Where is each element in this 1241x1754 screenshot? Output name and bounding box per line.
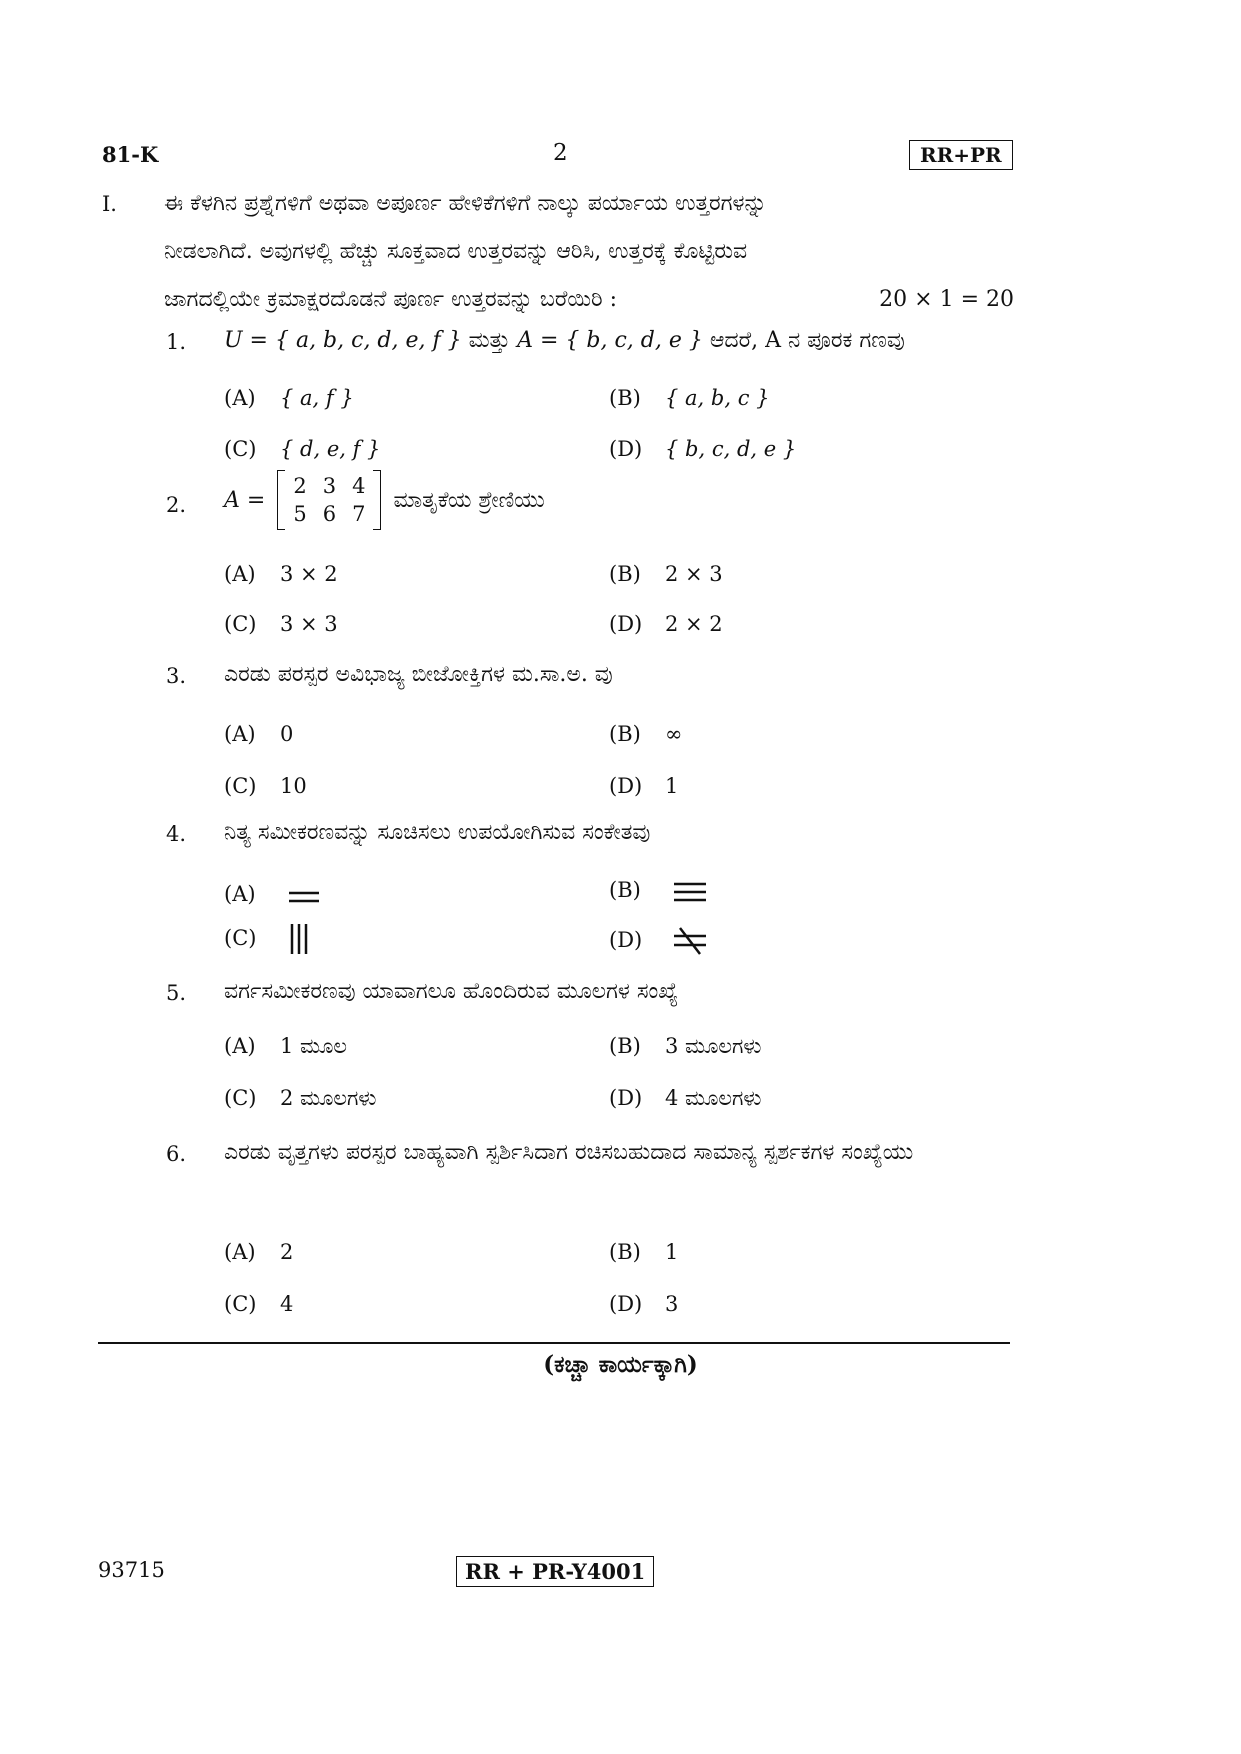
paper-code: 81-K — [102, 142, 159, 167]
option-b: (B) { a, b, c } — [609, 386, 770, 410]
option-b: (B) 2 × 3 — [609, 562, 723, 586]
set-u: U = { a, b, c, d, e, f } — [224, 328, 462, 353]
not-equal-icon — [672, 926, 708, 956]
option-c: (C) { d, e, f } — [224, 437, 381, 461]
option-b: (B) 3 ಮೂಲಗಳು — [609, 1034, 762, 1058]
question-text: A = 2 3 4 5 6 7 ಮಾತೃಕೆಯ ಶ್ರೇಣಿಯು — [224, 470, 545, 530]
option-b: (B) — [609, 878, 708, 905]
instruction-line-1: ಈ ಕೆಳಗಿನ ಪ್ರಶ್ನೆಗಳಿಗೆ ಅಥವಾ ಅಪೂರ್ಣ ಹೇಳಿಕೆಗಳಿಗೆ ನಾಲ್ಕು ಪರ್ಯಾಯ ಉತ್ತರಗಳನ್ನು — [164, 191, 767, 216]
option-a: (A) — [224, 882, 321, 906]
option-d: (D) 1 — [609, 774, 679, 798]
option-a: (A) 3 × 2 — [224, 562, 338, 586]
question-text: ಎರಡು ಪರಸ್ಪರ ಅವಿಭಾಜ್ಯ ಬೀಜೋಕ್ತಿಗಳ ಮ.ಸಾ.ಅ. ವು — [224, 662, 613, 687]
divider — [98, 1342, 1010, 1344]
version-box: RR+PR — [909, 140, 1013, 170]
instruction-line-3: ಜಾಗದಲ್ಲಿಯೇ ಕ್ರಮಾಕ್ಷರದೊಡನೆ ಪೂರ್ಣ ಉತ್ತರವನ್ನು ಬರೆಯಿರಿ : 20 × 1 = 20 — [164, 276, 1014, 324]
set-a: A = { b, c, d, e } — [517, 328, 703, 353]
option-b: (B) 1 — [609, 1240, 679, 1264]
footer-number: 93715 — [98, 1558, 165, 1582]
option-d: (D) 4 ಮೂಲಗಳು — [609, 1086, 762, 1110]
marks-allocation: 20 × 1 = 20 — [879, 287, 1014, 312]
vertical-bars-icon — [287, 922, 313, 956]
option-c: (C) 3 × 3 — [224, 612, 338, 636]
question-number: 4. — [166, 822, 187, 846]
option-a: (A) 2 — [224, 1240, 294, 1264]
option-d: (D) { b, c, d, e } — [609, 437, 797, 461]
question-number: 2. — [166, 493, 187, 517]
option-c: (C) 10 — [224, 774, 307, 798]
option-a: (A) { a, f } — [224, 386, 354, 410]
question-number: 5. — [166, 981, 187, 1005]
option-c: (C) — [224, 922, 313, 956]
question-text: U = { a, b, c, d, e, f } ಮತ್ತು A = { b, c, d, e } ಆದರೆ, A ನ ಪೂರಕ ಗಣವು — [224, 328, 905, 353]
section-instruction — [164, 180, 1014, 324]
option-a: (A) 1 ಮೂಲ — [224, 1034, 348, 1058]
option-c: (C) 4 — [224, 1292, 294, 1316]
question-text: ಎರಡು ವೃತ್ತಗಳು ಪರಸ್ಪರ ಬಾಹ್ಯವಾಗಿ ಸ್ಪರ್ಶಿಸಿದಾಗ ರಚಿಸಬಹುದಾದ ಸಾಮಾನ್ಯ ಸ್ಪರ್ಶಕಗಳ ಸಂಖ್ಯೆಯು — [224, 1140, 914, 1165]
question-number: 1. — [166, 330, 187, 354]
section-number: I. — [102, 192, 117, 216]
rough-work-label: (ಕಚ್ಚಾ ಕಾರ್ಯಕ್ಕಾಗಿ) — [543, 1351, 698, 1378]
question-number: 3. — [166, 664, 187, 688]
matrix: 2 3 4 5 6 7 — [277, 470, 381, 530]
option-d: (D) — [609, 926, 708, 956]
question-text: ನಿತ್ಯ ಸಮೀಕರಣವನ್ನು ಸೂಚಿಸಲು ಉಪಯೋಗಿಸುವ ಸಂಕೇತವು — [224, 820, 651, 845]
footer-code-box: RR + PR-Y4001 — [456, 1556, 654, 1587]
option-c: (C) 2 ಮೂಲಗಳು — [224, 1086, 377, 1110]
option-a: (A) 0 — [224, 722, 294, 746]
page-number: 2 — [553, 140, 568, 166]
question-number: 6. — [166, 1142, 187, 1166]
double-line-icon — [287, 886, 321, 906]
instruction-line-2: ನೀಡಲಾಗಿದೆ. ಅವುಗಳಲ್ಲಿ ಹೆಚ್ಚು ಸೂಕ್ತವಾದ ಉತ್ತರವನ್ನು ಆರಿಸಿ, ಉತ್ತರಕ್ಕೆ ಕೊಟ್ಟಿರುವ — [164, 239, 748, 264]
option-d: (D) 2 × 2 — [609, 612, 723, 636]
option-d: (D) 3 — [609, 1292, 679, 1316]
triple-bar-icon — [672, 879, 708, 905]
option-b: (B) ∞ — [609, 722, 683, 746]
question-text: ವರ್ಗಸಮೀಕರಣವು ಯಾವಾಗಲೂ ಹೊಂದಿರುವ ಮೂಲಗಳ ಸಂಖ್ಯೆ — [224, 979, 679, 1004]
